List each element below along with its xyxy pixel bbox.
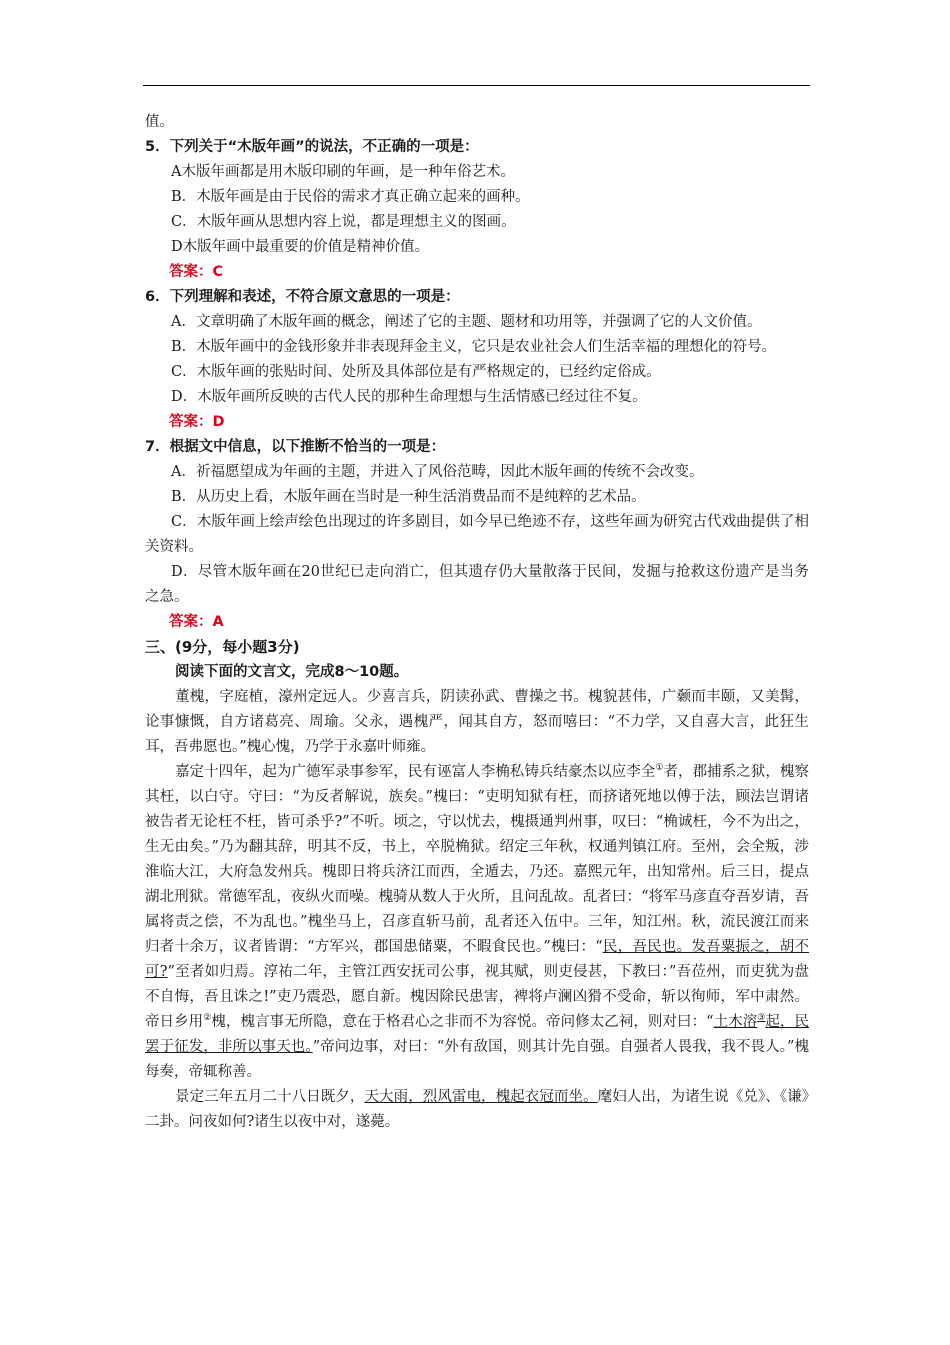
underlined-sentence-2b: 起，民罢于征发，非所以事天也。 xyxy=(145,1014,809,1055)
passage-text: 槐，槐言事无所隐，意在于格君心之非而不为容悦。帝问修太乙祠，则对曰：“ xyxy=(211,1014,714,1030)
q5-option-d: D木版年画中最重要的价值是精神价值。 xyxy=(171,239,430,255)
underlined-sentence-1: 民，吾民也。发吾粟振之，胡不可? xyxy=(145,939,809,980)
q7-option-c: C．木版年画上绘声绘色出现过的许多剧目，如今早已绝迹不存，这些年画为研究古代戏曲提供了相关资料。 xyxy=(145,514,809,555)
question-5-stem: 5．下列关于“木版年画”的说法，不正确的一项是： xyxy=(145,139,479,155)
q5-option-b: B．木版年画是由于民俗的需求才真正确立起来的画种。 xyxy=(171,189,530,205)
q5-option-a: A木版年画都是用木版印刷的年画，是一种年俗艺术。 xyxy=(171,164,515,180)
q6-answer: 答案：D xyxy=(169,414,225,430)
q6-option-c: C．木版年画的张贴时间、处所及具体部位是有严格规定的，已经约定俗成。 xyxy=(171,364,661,380)
continued-text: 值。 xyxy=(145,114,174,130)
document-page xyxy=(145,110,809,1135)
passage-text: 景定三年五月二十八日既夕， xyxy=(175,1089,365,1105)
passage-text: 嘉定十四年，起为广德军录事参军，民有诬富人李桷私铸兵结豪杰以应李全 xyxy=(175,764,656,780)
q7-option-a: A．祈福愿望成为年画的主题，并进入了风俗范畴，因此木版年画的传统不会改变。 xyxy=(171,464,704,480)
q6-option-d: D．木版年画所反映的古代人民的那种生命理想与生活情感已经过往不复。 xyxy=(171,389,647,405)
section-3-heading: 三、(9分，每小题3分) xyxy=(145,638,300,656)
q7-option-b: B．从历史上看，木版年画在当时是一种生活消费品而不是纯粹的艺术品。 xyxy=(171,489,646,505)
q5-option-c: C．木版年画从思想内容上说，都是理想主义的图画。 xyxy=(171,214,516,230)
question-7-stem: 7．根据文中信息，以下推断不恰当的一项是： xyxy=(145,439,446,455)
question-6-stem: 6．下列理解和表述，不符合原文意思的一项是： xyxy=(145,289,460,305)
q7-answer: 答案：A xyxy=(169,614,224,630)
q6-option-a: A．文章明确了木版年画的概念，阐述了它的主题、题材和功用等，并强调了它的人文价值。 xyxy=(171,314,762,330)
passage-paragraph-3 xyxy=(145,1085,809,1135)
passage-paragraph-2 xyxy=(145,760,809,1085)
underlined-sentence-3: 天大雨，烈风雷电，槐起衣冠而坐。 xyxy=(364,1089,598,1105)
passage-text: ”帝问边事，对曰：“外有敌国，则其计先自强。自强者人畏我，我不畏人。”槐每奏，帝辄称善。 xyxy=(145,1039,809,1080)
footnote-marker-2: ② xyxy=(203,1013,212,1024)
passage-text: 者，郡捕系之狱，槐察其枉，以白守。守曰：“为反者解说，族矣。”槐曰：“吏明知狱有枉，而挤诸死地以傅于法，顾法岂谓诸被告者无论枉不枉，皆可杀乎?”不听。顷之，守以忧去，槐摄通判州事，叹曰：“桷诚枉，今不为出之，生无由矣。”乃为翻其辞，明其不反，书上，卒脱桷狱。绍定三年秋，权通判镇江府。至州，会全叛，涉淮临大江，大府急发州兵。槐即日将兵济江而西，全遁去，乃还。嘉熙元年，出知常州。后三日，提点湖北刑狱。常德军乱，夜纵火而噪。槐骑从数人于火所，且问乱故。乱者曰：“将军马彦直夺吾岁请，吾属将责之偿，不为乱也。”槐坐马上，召彦直斩马前，乱者还入伍中。三年，知江州。秋，流民渡江而来归者十余万，议者皆谓：“方军兴，郡国患储粟，不暇食民也。”槐曰：“ xyxy=(145,764,809,955)
section-3-instruction: 阅读下面的文言文，完成8～10题。 xyxy=(175,664,409,680)
underlined-sentence-2a: 土木溶 xyxy=(713,1014,758,1030)
q7-option-d: D．尽管木版年画在20世纪已走向消亡，但其遗存仍大量散落于民间，发掘与抢救这份遗产是当务之急。 xyxy=(145,564,809,605)
q5-answer: 答案：C xyxy=(169,264,224,280)
passage-text: 麾妇人出，为诸生说《兑》、《谦》二卦。问夜如何?诸生以夜中对，遂薨。 xyxy=(145,1089,810,1130)
passage-text: ”至者如归焉。淳祐二年，主管江西安抚司公事，视其赋，则吏侵甚，下教曰：”吾莅州，而吏犹为盘不自悔，吾且诛之!”吏乃震恐，愿自新。槐因除民患害，裨将卢澜凶猾不受命，斩以徇师，军中肃然。帝日乡用 xyxy=(145,964,809,1030)
header-rule xyxy=(143,85,810,86)
passage-paragraph-1: 董槐，字庭植，濠州定远人。少喜言兵，阴读孙武、曹操之书。槐貌甚伟，广颡而丰颐，又美髯，论事慷慨，自方诸葛亮、周瑜。父永，遇槐严，闻其自方，怒而嘻曰：“不力学，又自喜大言，此狂生耳，吾弗愿也。”槐心愧，乃学于永嘉叶师雍。 xyxy=(145,689,809,755)
q6-option-b: B．木版年画中的金钱形象并非表现拜金主义，它只是农业社会人们生活幸福的理想化的符号。 xyxy=(171,339,777,355)
footnote-marker-3: ③ xyxy=(757,1013,766,1024)
footnote-marker-1: ① xyxy=(655,763,664,774)
